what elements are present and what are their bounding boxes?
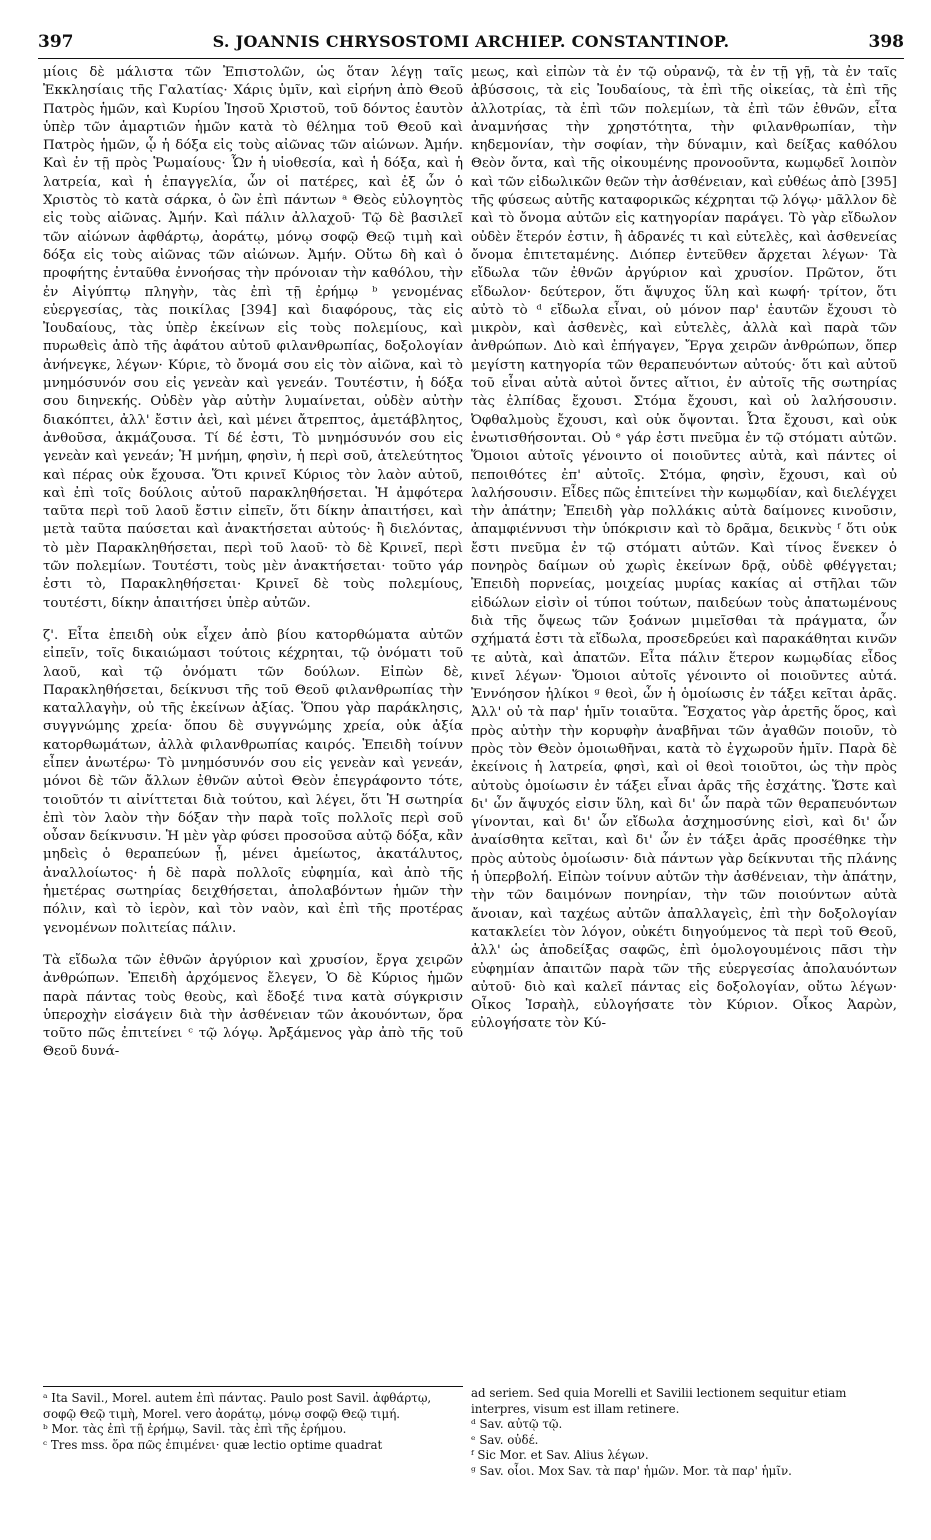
- footnotes-right: [471, 1386, 897, 1480]
- paragraph: μίοις δὲ μάλιστα τῶν Ἐπιστολῶν, ὡς ὅταν λέγῃ ταῖς Ἐκκλησίαις τῆς Γαλατίας· Χάρις ὑμῖν, καὶ εἰρήνη ἀπὸ Θεοῦ Πατρὸς ἡμῶν, καὶ Κυρίου Ἰησοῦ Χριστοῦ, τοῦ δόντος ἑαυτὸν ὑπὲρ τῶν ἁμαρτιῶν ἡμῶν κατὰ τὸ θέλημα τοῦ Θεοῦ καὶ Πατρὸς ἡμῶν, ᾧ ἡ δόξα εἰς τοὺς αἰῶνας τῶν αἰώνων. Ἀμήν. Καὶ ἐν τῇ πρὸς Ῥωμαίους· Ὧν ἡ υἱοθεσία, καὶ ἡ δόξα, καὶ ἡ λατρεία, καὶ ἡ ἐπαγγελία, ὧν οἱ πατέρες, καὶ ἐξ ὧν ὁ Χριστὸς τὸ κατὰ σάρκα, ὁ ὢν ἐπὶ πάντων ᵃ Θεὸς εὐλογητὸς εἰς τοὺς αἰῶνας. Ἀμήν. Καὶ πάλιν ἀλλαχοῦ· Τῷ δὲ βασιλεῖ τῶν αἰώνων ἀφθάρτῳ, ἀοράτῳ, μόνῳ σοφῷ Θεῷ τιμὴ καὶ δόξα εἰς τοὺς αἰῶνας τῶν αἰώνων. Ἀμήν. Οὕτω δὴ καὶ ὁ προφήτης ἐνταῦθα ἐννοήσας τὴν πρόνοιαν τὴν καθόλου, τὴν ἐν Αἰγύπτῳ πληγὴν, τὰς ἐπὶ τῇ ἐρήμῳ ᵇ γενομένας εὐεργεσίας, τὰς ποικίλας [394] καὶ διαφόρους, τὰς εἰς Ἰουδαίους, τὰς ὑπὲρ ἐκείνων εἰς τοὺς πολεμίους, καὶ πυρωθεὶς ἀπὸ τῆς ἀφάτου αὐτοῦ φιλανθρωπίας, δοξολογίαν ἀνήνεγκε, λέγων· Κύριε, τὸ ὄνομά σου εἰς τὸν αἰῶνα, καὶ τὸ μνημόσυνόν σου εἰς γενεὰν καὶ γενεάν. Τουτέστιν, ἡ δόξα σου διηνεκής. Οὐδὲν γὰρ αὐτὴν λυμαίνεται, οὐδὲν αὐτὴν διακόπτει, ἀλλ' ἔστιν ἀεὶ, καὶ μένει ἄτρεπτος, ἀμετάβλητος, ἀνθοῦσα, ἀκμάζουσα. Τί δέ ἐστι, Τὸ μνημόσυνόν σου εἰς γενεὰν καὶ γενεάν; Ἡ μνήμη, φησὶν, ἡ περὶ σοῦ, ἀτελεύτητος καὶ πέρας οὐκ ἔχουσα. Ὅτι κρινεῖ Κύριος τὸν λαὸν αὐτοῦ, καὶ ἐπὶ τοῖς δούλοις αὐτοῦ παρακληθήσεται. Ἡ ἀμφότερα ταῦτα περὶ τοῦ λαοῦ ἔστιν εἰπεῖν, ὅτι δίκην ἀπαιτήσει, καὶ μετὰ ταῦτα παύσεται καὶ ἀνακτήσεται αὐτούς· ἢ διελόντας, τὸ μὲν Παρακληθήσεται, περὶ τοῦ λαοῦ· τὸ δὲ Κρινεῖ, περὶ τῶν πολεμίων. Τουτέστι, τοὺς μὲν ἀνακτήσεται· τοῦτο γάρ ἐστι τὸ, Παρακληθήσεται· Κρινεῖ δὲ τοὺς πολεμίους, τουτέστι, δίκην ἀπαιτήσει ὑπὲρ αὐτῶν.: [43, 65, 463, 611]
- footnote-a: ᵃ Ita Savil., Morel. autem ἐπὶ πάντας. Paulo post Savil. ἀφθάρτῳ, σοφῷ Θεῷ τιμὴ, Morel. vero ἀοράτῳ, μόνῳ σοφῷ Θεῷ τιμή.: [43, 1391, 432, 1421]
- header-rule: [38, 58, 904, 59]
- page-header: [38, 32, 904, 56]
- page-number-right: 398: [868, 32, 904, 52]
- paragraph-section-7: ζ'. Εἶτα ἐπειδὴ οὐκ εἶχεν ἀπὸ βίου κατορθώματα αὐτῶν εἰπεῖν, τοῖς δικαιώμασι τούτοις κέχρηται, τῷ ὀνόματι τοῦ λαοῦ, καὶ τῷ ὀνόματι τῶν δούλων. Εἰπὼν δὲ, Παρακληθήσεται, δείκνυσι τῆς τοῦ Θεοῦ φιλανθρωπίας τὴν καταλλαγὴν, οὐ τῆς ἐκείνων ἀξίας. Ὅπου γὰρ παράκλησις, συγγνώμης χρεία· ὅπου δὲ συγγνώμης χρεία, οὐκ ἀξία κατορθωμάτων, ἀλλὰ φιλανθρωπίας καιρός. Ἐπειδὴ τοίνυν εἶπεν ἀνωτέρω· Τὸ μνημόσυνόν σου εἰς γενεὰν καὶ γενεάν, μόνοι δὲ τῶν ἄλλων ἐθνῶν αὐτοὶ Θεὸν ἐπεγράφοντο τότε, τοιοῦτόν τι αἰνίττεται διὰ τούτου, καὶ λέγει, ὅτι Ἡ σωτηρία ἐπὶ τὸν λαὸν τὴν δόξαν τὴν παρὰ τοῖς πολλοῖς περὶ σοῦ οὖσαν δείκνυσιν. Ἡ μὲν γὰρ φύσει προσοῦσα αὐτῷ δόξα, κἂν μηδεὶς ὁ θεραπεύων ᾖ, μένει ἀμείωτος, ἀκατάλυτος, ἀναλλοίωτος· ἡ δὲ παρὰ πολλοῖς εὐφημία, καὶ ἀπὸ τῆς ἡμετέρας σωτηρίας δειχθήσεται, ἀπολαβόντων ἡμῶν τὴν πόλιν, καὶ τὸ ἱερὸν, καὶ τὸν ναὸν, καὶ ἐπὶ τῆς προτέρας γενομένων πολιτείας πάλιν.: [43, 627, 463, 936]
- page-number-left: 397: [38, 32, 74, 52]
- paragraph: μεως, καὶ εἰπὼν τὰ ἐν τῷ οὐρανῷ, τὰ ἐν τῇ γῇ, τὰ ἐν ταῖς ἀβύσσοις, τὰ εἰς Ἰουδαίους, τὰ ἐπὶ τῆς οἰκείας, τὰ ἐπὶ τῆς ἀλλοτρίας, τὰ ἐπὶ τῶν πολεμίων, τὰ ἐπὶ τῶν ἐθνῶν, εἶτα ἀναμνήσας τὴν χρηστότητα, τὴν φιλανθρωπίαν, τὴν κηδεμονίαν, τὴν σοφίαν, τὴν δύναμιν, καὶ δείξας καθόλου Θεὸν ὄντα, καὶ τῆς οἰκουμένης προνοοῦντα, κωμῳδεῖ λοιπὸν καὶ τῶν εἰδωλικῶν θεῶν τὴν ἀσθένειαν, καὶ εὐθέως ἀπὸ [395] τῆς φύσεως αὐτῆς καταφορικῶς κέχρηται τῷ λόγῳ· μᾶλλον δὲ καὶ τὸ ὄνομα αὐτῶν εἰς κατηγορίαν παράγει. Τὸ γὰρ εἴδωλον οὐδὲν ἕτερόν ἐστιν, ἢ ἀδρανές τι καὶ εὐτελὲς, καὶ ἀσθενείας ὄνομα ἐπιτεταμένης. Διόπερ ἐντεῦθεν ἄρχεται λέγων· Τὰ εἴδωλα τῶν ἐθνῶν ἀργύριον καὶ χρυσίον. Πρῶτον, ὅτι εἴδωλον· δεύτερον, ὅτι ἄψυχος ὕλη καὶ κωφή· τρίτον, ὅτι αὐτὸ τὸ ᵈ εἴδωλα εἶναι, οὐ μόνον παρ' ἑαυτῶν ἔχουσι τὸ μικρὸν, καὶ ἀσθενὲς, καὶ εὐτελὲς, ἀλλὰ καὶ παρὰ τῶν ἀνθρώπων. Διὸ καὶ ἐπήγαγεν, Ἔργα χειρῶν ἀνθρώπων, ὅπερ μεγίστη κατηγορία τῶν θεραπευόντων αὐτούς· ὅτι καὶ αὐτοῦ τοῦ εἶναι αὐτὰ αὐτοὶ ὄντες αἴτιοι, ἐν αὐτοῖς τῆς σωτηρίας τὰς ἐλπίδας ἔχουσι. Στόμα ἔχουσι, καὶ οὐ λαλήσουσιν. Ὀφθαλμοὺς ἔχουσι, καὶ οὐκ ὄψονται. Ὦτα ἔχουσι, καὶ οὐκ ἐνωτισθήσονται. Οὐ ᵉ γάρ ἐστι πνεῦμα ἐν τῷ στόματι αὐτῶν. Ὅμοιοι αὐτοῖς γένοιντο οἱ ποιοῦντες αὐτὰ, καὶ πάντες οἱ πεποιθότες ἐπ' αὐτοῖς. Στόμα, φησὶν, ἔχουσι, καὶ οὐ λαλήσουσιν. Εἶδες πῶς ἐπιτείνει τὴν κωμῳδίαν, καὶ διελέγχει τὴν ἀπάτην; Ἐπειδὴ γὰρ πολλάκις αὐτὰ δαίμονες κινοῦσιν, ἀπαμφιέννυσι τὴν ὑπόκρισιν καὶ τὸ δρᾶμα, δεικνὺς ᶠ ὅτι οὐκ ἔστι πνεῦμα ἐν τῷ στόματι αὐτῶν. Καὶ τίνος ἕνεκεν ὁ πονηρὸς δαίμων οὐ χωρὶς ἐκείνων δρᾷ, οὐδὲ φθέγγεται; Ἐπειδὴ πορνείας, μοιχείας μυρίας κακίας αἱ στῆλαι τῶν εἰδώλων εἰσὶν οἱ τύποι τούτων, παιδεύων τοὺς ἀπατωμένους διὰ τῆς ὄψεως τῶν ξοάνων μιμεῖσθαι τὰ πράγματα, ὧν σχήματά ἐστι τὰ εἴδωλα, προσεδρεύει καὶ παρακάθηται κινῶν τε αὐτὰ, καὶ ἀπατῶν. Εἶτα πάλιν ἕτερον κωμῳδίας εἶδος κινεῖ λέγων· Ὅμοιοι αὐτοῖς γένοιντο οἱ ποιοῦντες αὐτά. Ἐννόησον ἡλίκοι ᵍ θεοὶ, ὧν ἡ ὁμοίωσις ἐν τάξει κεῖται ἀρᾶς. Ἀλλ' οὐ τὰ παρ' ἡμῖν τοιαῦτα. Ἔσχατος γὰρ ἀρετῆς ὅρος, καὶ πρὸς αὐτὴν τὴν κορυφὴν ἀναβῆναι τῶν ἀγαθῶν ποιοῦν, τὸ πρὸς τὸν Θεὸν ὁμοιωθῆναι, κατὰ τὸ ἐγχωροῦν ἡμῖν. Παρὰ δὲ ἐκείνοις ἡ λατρεία, φησὶ, καὶ οἱ θεοὶ τοιοῦτοι, ὡς τὴν πρὸς αὐτοὺς ὁμοίωσιν ἐν τάξει εἶναι ἀρᾶς τῆς ἐσχάτης. Ὥστε καὶ δι' ὧν ἄψυχός εἰσιν ὕλη, καὶ δι' ὧν παρὰ τῶν θεραπευόντων γίνονται, καὶ δι' ὧν εἴδωλα ἀσχημοσύνης εἰσὶ, καὶ δι' ὧν ἀναίσθητα κεῖται, καὶ δι' ὧν ἐν τάξει ἀρᾶς προσέθηκε τὴν πρὸς αὐτοὺς ὁμοίωσιν· διὰ πάντων γὰρ δείκνυται τῆς πλάνης ἡ ὑπερβολή. Εἰπὼν τοίνυν αὐτῶν τὴν ἀσθένειαν, τὴν ἀπάτην, τὴν τῶν δαιμόνων πονηρίαν, τὴν τῶν ποιούντων αὐτὰ ἄνοιαν, καὶ ταχέως αὐτῶν ἀπαλλαγεὶς, ἐπὶ τὴν δοξολογίαν κατακλείει τὸν λόγον, οὐκέτι διηγούμενος τὰ περὶ τοῦ Θεοῦ, ἀλλ' ὡς ἀποδείξας σαφῶς, ἐπὶ ὁμολογουμένοις πᾶσι τὴν εὐφημίαν ἀπαιτῶν παρὰ τῶν τῆς εὐεργεσίας ἀπολαυόντων αὐτοῦ· διὸ καὶ καλεῖ πάντας εἰς δοξολογίαν, οὕτω λέγων· Οἶκος Ἰσραὴλ, εὐλογήσατε τὸν Κύριον. Οἶκος Ἀαρὼν, εὐλογήσατε τὸν Κύ-: [471, 65, 897, 1032]
- paragraph: Τὰ εἴδωλα τῶν ἐθνῶν ἀργύριον καὶ χρυσίον, ἔργα χειρῶν ἀνθρώπων. Ἐπειδὴ ἀρχόμενος ἔλεγεν, Ὁ δὲ Κύριος ἡμῶν παρὰ πάντας τοὺς θεοὺς, καὶ ἔδοξέ τινα κατὰ σύγκρισιν ὑπεροχὴν εἰσάγειν διὰ τὴν ἀσθένειαν τῶν ἀκουόντων, ὅρα τοῦτο πῶς ἐπιτείνει ᶜ τῷ λόγῳ. Ἀρξάμενος γὰρ ἀπὸ τῆς τοῦ Θεοῦ δυνά-: [43, 952, 463, 1060]
- footnote-b: ᵇ Mor. τὰς ἐπὶ τῇ ἐρήμῳ, Savil. τὰς ἐπὶ τῆς ἐρήμου.: [43, 1422, 347, 1437]
- footnote-g: ᵍ Sav. οἷοι. Mox Sav. τὰ παρ' ἡμῶν. Mor. τὰ παρ' ἡμῖν.: [471, 1463, 792, 1478]
- running-title: S. JOANNIS CHRYSOSTOMI ARCHIEP. CONSTANTINOP.: [212, 32, 730, 51]
- footnote-c: ᶜ Tres mss. ὅρα πῶς ἐπιμένει· quæ lectio optime quadrat: [43, 1437, 383, 1452]
- footnote-f: ᶠ Sic Mor. et Sav. Alius λέγων.: [471, 1448, 649, 1463]
- footnote-e: ᵉ Sav. οὐδέ.: [471, 1432, 539, 1447]
- footnote-continuation: ad seriem. Sed quia Morelli et Savilii lectionem sequitur etiam interpres, visum est illam retinere.: [471, 1386, 847, 1416]
- right-column: [471, 64, 897, 1380]
- left-column: [43, 64, 463, 1380]
- footnote-d: ᵈ Sav. αὐτῷ τῷ.: [471, 1417, 563, 1432]
- footnotes-left: [43, 1386, 463, 1453]
